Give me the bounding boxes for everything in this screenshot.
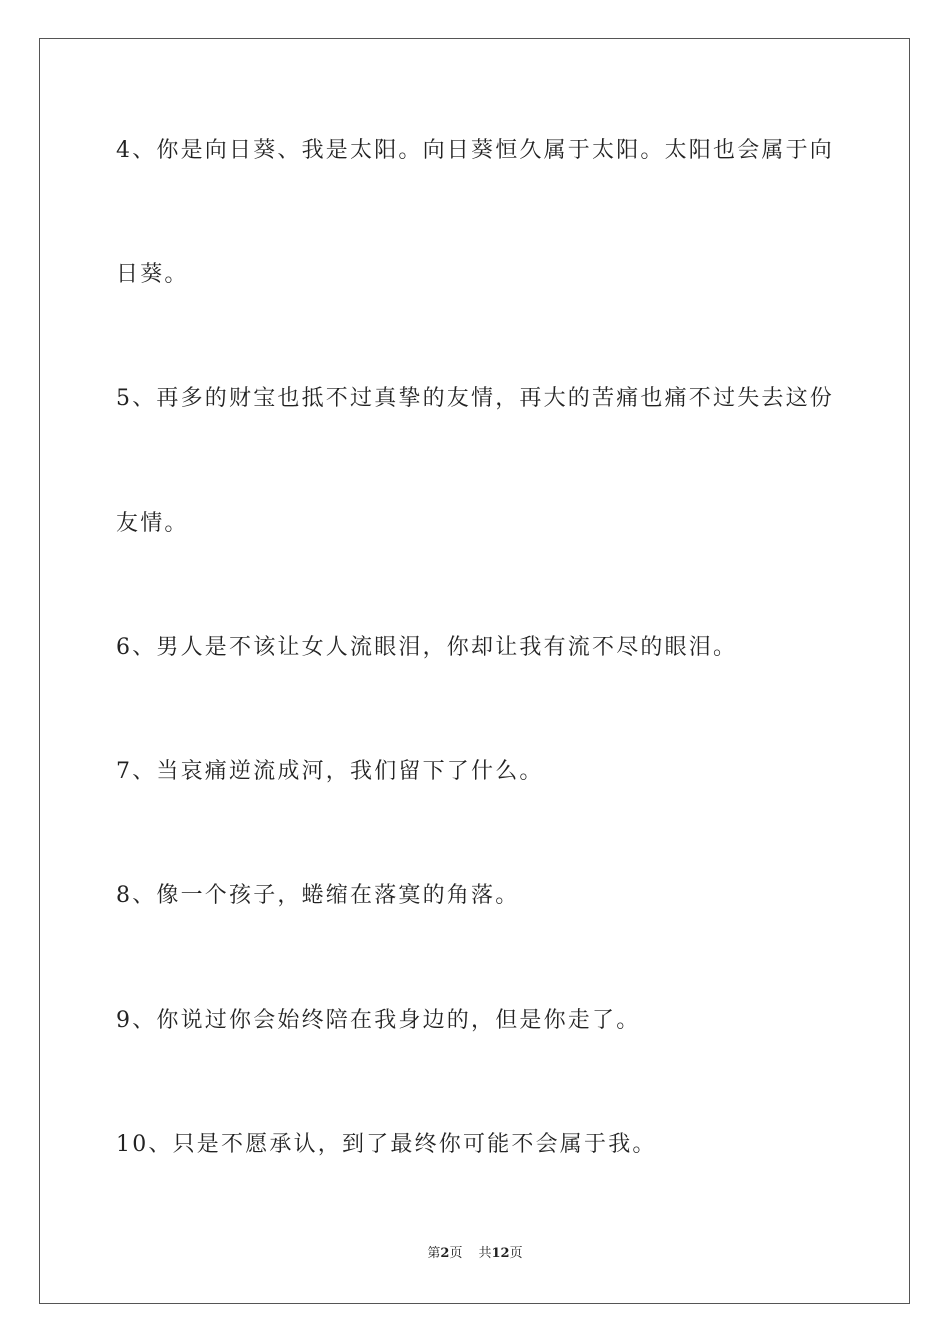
- page-prefix: 第: [427, 1246, 441, 1261]
- paragraph-line: 6、男人是不该让女人流眼泪，你却让我有流不尽的眼泪。: [116, 635, 738, 660]
- paragraph-line: 4、你是向日葵、我是太阳。向日葵恒久属于太阳。太阳也会属于向: [116, 138, 834, 163]
- page-suffix: 页: [449, 1246, 463, 1261]
- paragraph-line: 9、你说过你会始终陪在我身边的，但是你走了。: [116, 1008, 641, 1033]
- paragraph-line: 日葵。: [116, 262, 189, 287]
- total-suffix: 页: [509, 1246, 523, 1261]
- paragraph-line: 7、当哀痛逆流成河，我们留下了什么。: [116, 759, 544, 784]
- paragraph-line: 8、像一个孩子，蜷缩在落寞的角落。: [116, 883, 520, 908]
- paragraph-line: 友情。: [116, 511, 189, 536]
- total-prefix: 共: [478, 1246, 492, 1261]
- document-page: [39, 38, 910, 1304]
- paragraph-line: 5、再多的财宝也抵不过真挚的友情，再大的苦痛也痛不过失去这份: [116, 386, 834, 411]
- page-footer: [0, 1245, 950, 1263]
- total-pages: 12: [491, 1246, 510, 1261]
- page-number: 2: [440, 1246, 450, 1261]
- paragraph-line: 10、只是不愿承认，到了最终你可能不会属于我。: [116, 1132, 657, 1157]
